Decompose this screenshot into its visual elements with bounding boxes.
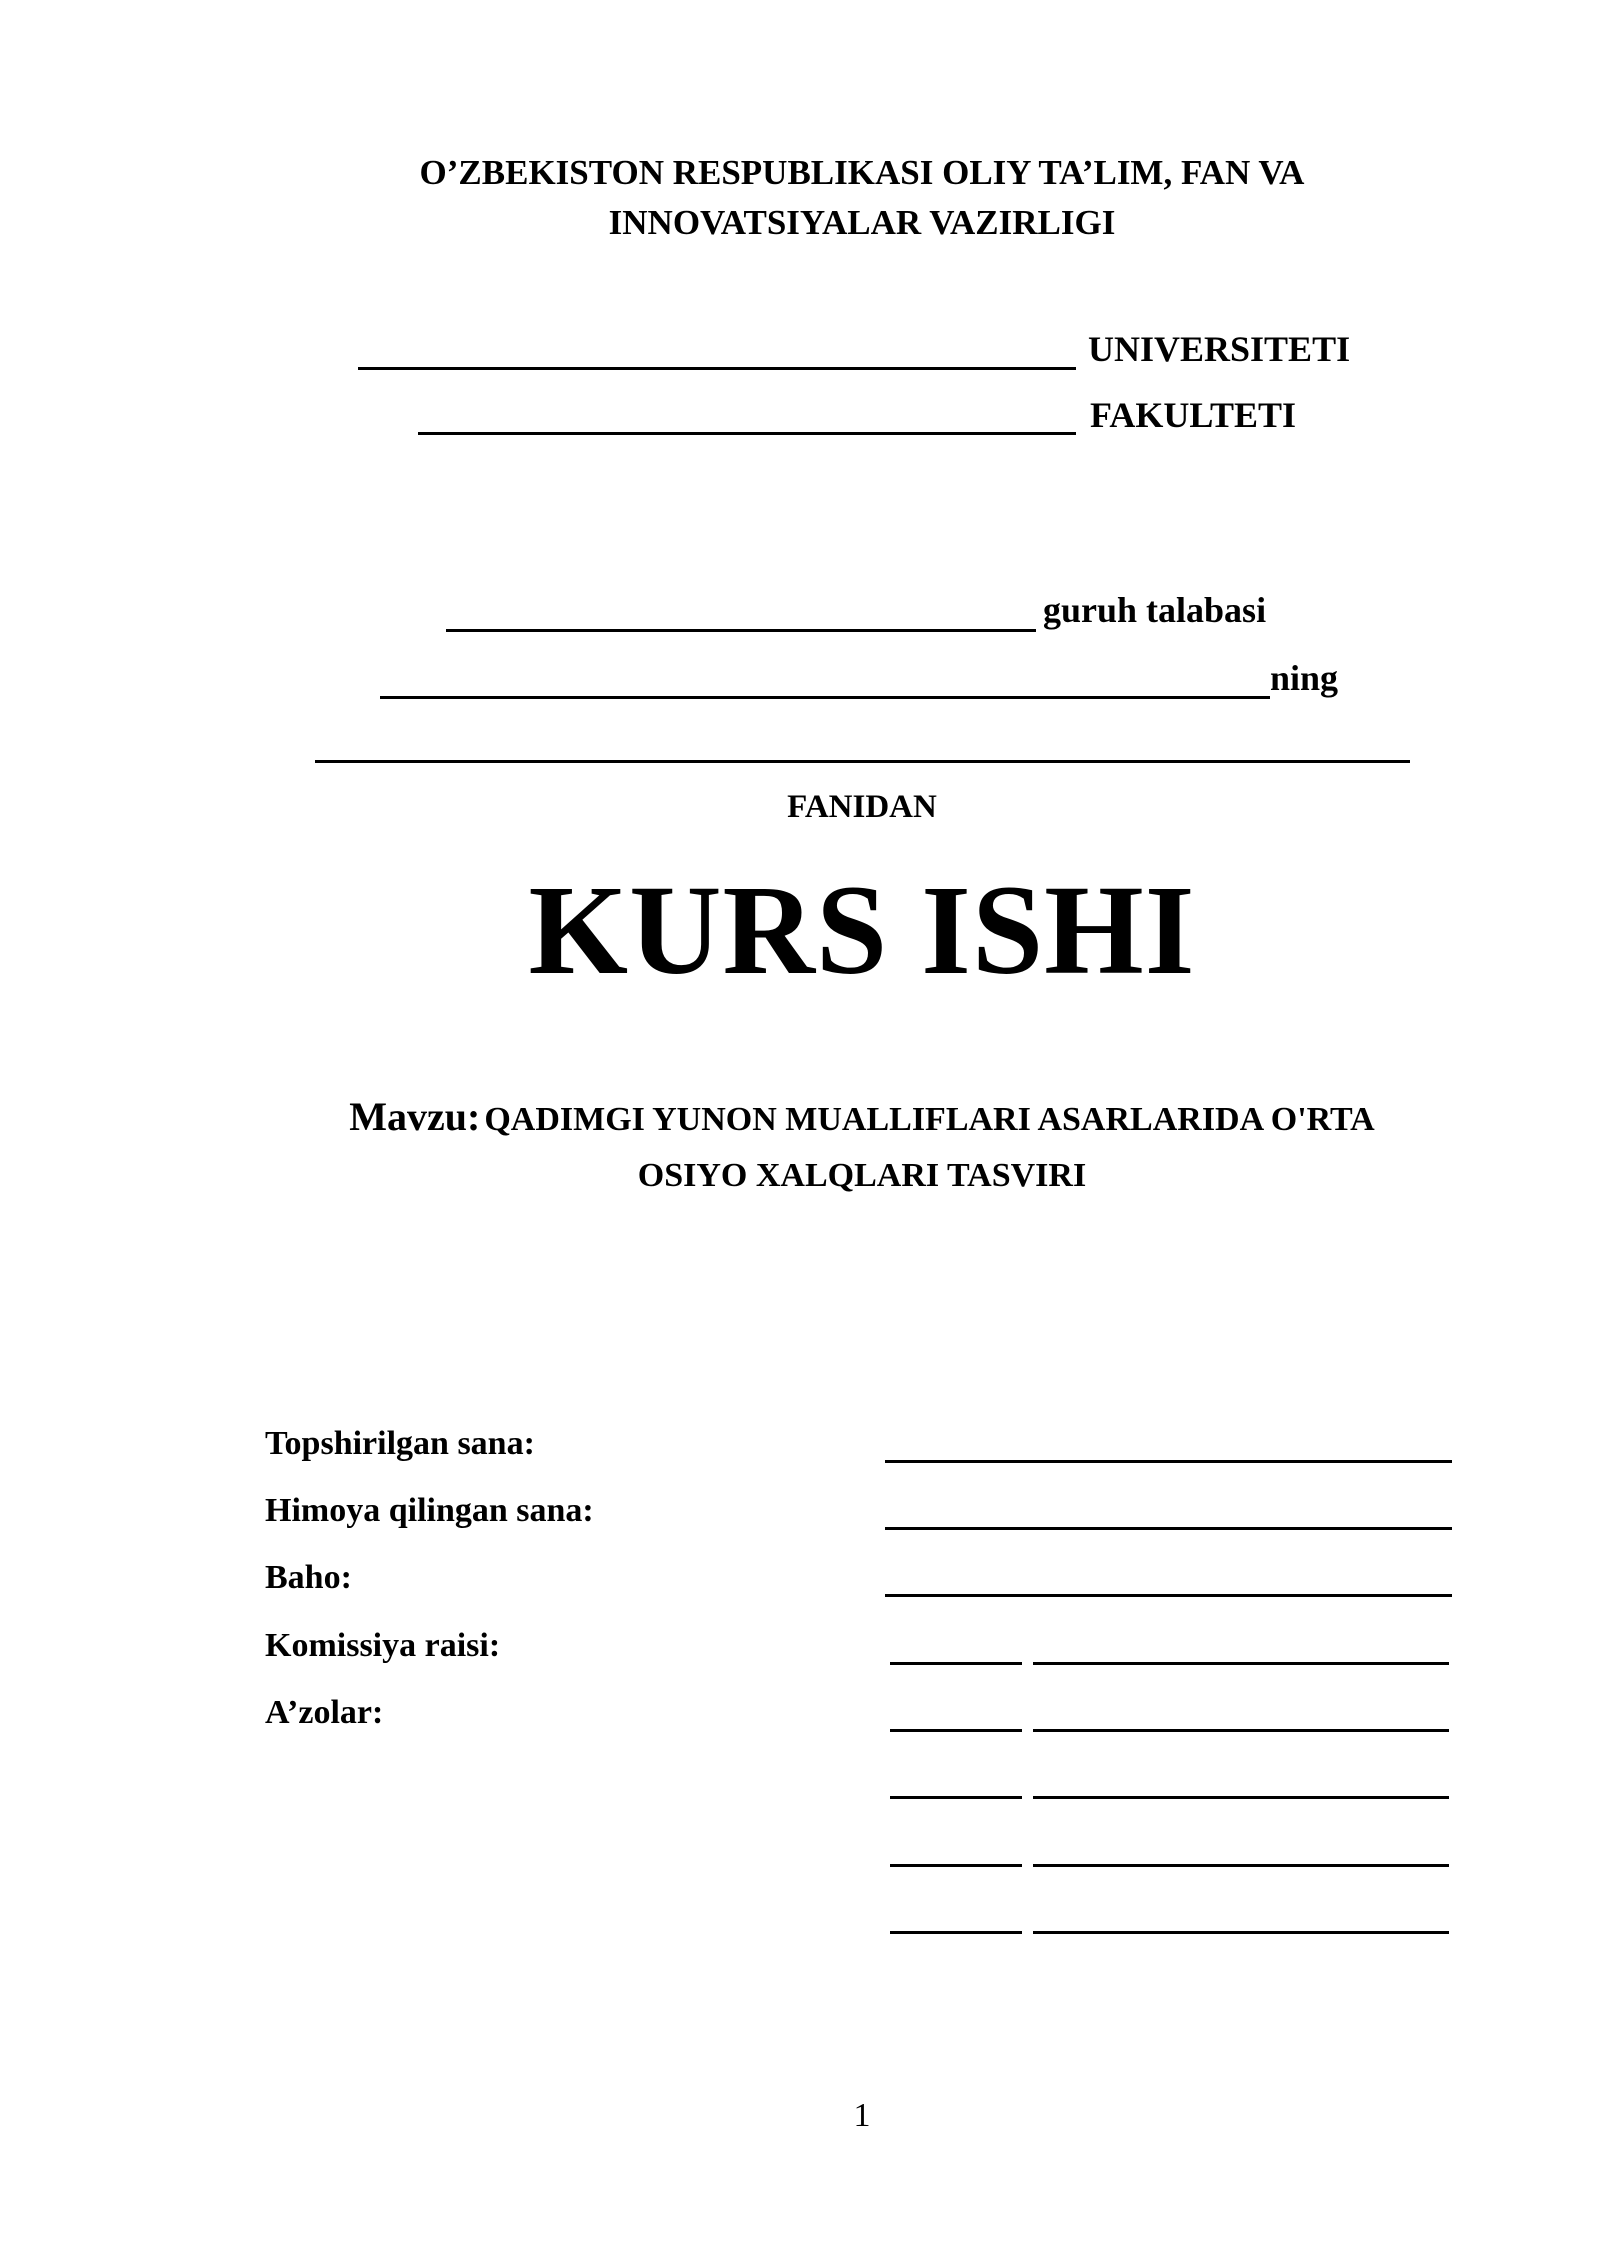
member-2-name-blank xyxy=(1033,1796,1449,1799)
member-4-signature-blank xyxy=(890,1931,1022,1934)
chair-name-blank xyxy=(1033,1662,1449,1665)
faculty-name-blank xyxy=(418,432,1076,435)
ministry-line-1: O’ZBEKISTON RESPUBLIKASI OLIY TA’LIM, FAN VA xyxy=(419,153,1305,192)
member-1-name-blank xyxy=(1033,1729,1449,1732)
faculty-label: FAKULTETI xyxy=(1090,395,1297,435)
topic-title-line-2: OSIYO XALQLARI TASVIRI xyxy=(637,1157,1087,1194)
group-label: guruh talabasi xyxy=(1043,590,1267,630)
ministry-header xyxy=(0,148,1600,248)
grade-label: Baho: xyxy=(265,1559,352,1596)
group-number-blank xyxy=(446,629,1036,632)
topic-title-line-1: QADIMGI YUNON MUALLIFLARI ASARLARIDA O'RTA xyxy=(484,1101,1375,1138)
university-label: UNIVERSITETI xyxy=(1088,329,1351,369)
student-name-suffix: ning xyxy=(1270,658,1339,698)
subject-name-blank xyxy=(315,760,1410,763)
ministry-line-2: INNOVATSIYALAR VAZIRLIGI xyxy=(608,203,1116,242)
defended-date-label: Himoya qilingan sana: xyxy=(265,1492,594,1529)
student-name-blank xyxy=(380,696,1270,699)
defended-date-blank xyxy=(885,1527,1452,1530)
topic-block xyxy=(0,1092,1600,1201)
chair-signature-blank xyxy=(890,1662,1022,1665)
topic-label: Mavzu: xyxy=(349,1094,481,1139)
member-3-name-blank xyxy=(1033,1864,1449,1867)
page-number: 1 xyxy=(853,2097,871,2134)
document-title: KURS ISHI xyxy=(528,859,1196,1001)
submitted-date-label: Topshirilgan sana: xyxy=(265,1425,535,1462)
member-4-name-blank xyxy=(1033,1931,1449,1934)
commission-chair-label: Komissiya raisi: xyxy=(265,1627,501,1664)
members-label: A’zolar: xyxy=(265,1694,384,1731)
submitted-date-blank xyxy=(885,1460,1452,1463)
member-3-signature-blank xyxy=(890,1864,1022,1867)
university-name-blank xyxy=(358,367,1076,370)
member-2-signature-blank xyxy=(890,1796,1022,1799)
member-1-signature-blank xyxy=(890,1729,1022,1732)
grade-blank xyxy=(885,1594,1452,1597)
subject-label: FANIDAN xyxy=(787,789,937,825)
